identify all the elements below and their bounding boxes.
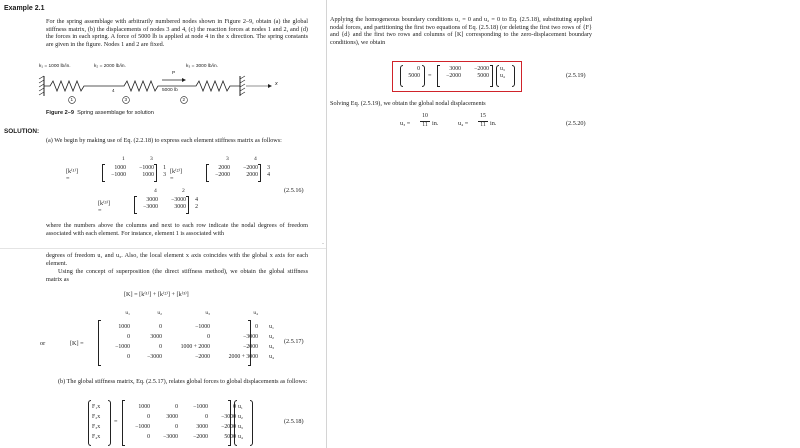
k2-cell: −2000 <box>243 165 258 171</box>
x-axis-label: x <box>275 81 278 87</box>
k2-label: k₂ = 2000 lb/in. <box>94 64 126 69</box>
k1-col-1: 1 <box>122 156 125 162</box>
page-break-divider <box>0 248 326 249</box>
part-a-after: where the numbers above the columns and next to each row indicate the nodal degrees of freedom associated with each element. For instance, element 1 is associated with <box>46 222 308 237</box>
F-mat-cell: −2000 <box>221 424 236 430</box>
u3-lhs: u₃ = <box>400 120 411 127</box>
F-stiffness-matrix <box>126 402 236 442</box>
u-vec-left-brace <box>234 400 237 446</box>
k3-label: k₃ = 3000 lb/in. <box>186 64 218 69</box>
F-mat-cell: 0 <box>175 404 178 410</box>
superposition-equation: [K] = [k⁽¹⁾] + [k⁽²⁾] + [k⁽³⁾] <box>124 291 189 298</box>
part-a2-p1: degrees of freedom u₁ and u₃. Also, the local element x axis coincides with the global x axis for each element. <box>46 252 308 267</box>
right-equals: = <box>428 72 432 79</box>
rhs-u-entry: u₃ <box>500 66 505 72</box>
k2-row-dof: 3 <box>267 165 270 171</box>
problem-paragraph: For the spring assemblage with arbitrarily numbered nodes shown in Figure 2–9, obtain (a) the global stiffness matrix, (b) the displacements of nodes 3 and 4, (c) the reaction forces at nodes 1 and 2, and (d) the forces in each spring. A force of 5000 lb is applied at node 4 in the x direction. The spring constants are given in the figure. Nodes 1 and 2 are fixed. <box>46 18 308 48</box>
F-mat-cell: 0 <box>147 414 150 420</box>
lhs-left-brace <box>400 65 403 87</box>
K-col-header: u₂ <box>157 310 162 316</box>
u3-unit: in. <box>432 120 439 127</box>
K-cell: −1000 <box>115 344 130 350</box>
K-col-header: u₃ <box>205 310 210 316</box>
lhs-vector <box>404 66 420 80</box>
lhs-right-brace <box>422 65 425 87</box>
rhs-u-vector <box>500 66 510 80</box>
eq-number-2519: (2.5.19) <box>566 72 586 79</box>
F-entry: F₄x <box>92 434 101 440</box>
rhs-u-entry: u₄ <box>500 73 505 79</box>
k3-col-2: 2 <box>182 188 185 194</box>
K-row-dof: u₃ <box>269 344 274 350</box>
lhs-entry: 0 <box>417 66 420 72</box>
K-cell: 1000 + 2000 <box>180 344 210 350</box>
K-row-dof: u₂ <box>269 334 274 340</box>
u4-numerator: 15 <box>480 113 486 119</box>
k3-cell: −3000 <box>143 204 158 210</box>
K-col-header: u₄ <box>253 310 258 316</box>
F-mat-cell: 3000 <box>196 424 208 430</box>
u4-lhs: u₄ = <box>458 120 469 127</box>
F-entry: F₂x <box>92 414 101 420</box>
K-cell: −2000 <box>243 344 258 350</box>
k1-row-dof: 1 <box>163 165 166 171</box>
node-label-1: 1 <box>70 97 74 102</box>
part-b-text: (b) The global stiffness matrix, Eq. (2.5.17), relates global forces to global displacements as follows: <box>58 378 308 385</box>
rhs-right-bracket <box>490 65 493 87</box>
F-vec-right-brace <box>108 400 111 446</box>
F-mat-cell: 0 <box>175 424 178 430</box>
k2-col-4: 4 <box>254 156 257 162</box>
k1-label: k₁ = 1000 lb/in. <box>39 64 71 69</box>
rhs-cell: 3000 <box>449 66 461 72</box>
F-mat-left-bracket <box>122 400 125 446</box>
u3-denominator: 11 <box>422 122 428 128</box>
F-mat-right-bracket <box>228 400 231 446</box>
k1-cell: 1000 <box>114 165 126 171</box>
k3-col-4: 4 <box>154 188 157 194</box>
k3-cell: 3000 <box>174 204 186 210</box>
eq-number-2517: (2.5.17) <box>284 338 304 345</box>
left-page <box>0 0 326 448</box>
u-vec-right-brace <box>250 400 253 446</box>
k3-cell: −3000 <box>171 197 186 203</box>
K-right-bracket <box>248 320 251 366</box>
u-vector <box>238 402 248 442</box>
F-mat-cell: −2000 <box>193 434 208 440</box>
rhs-matrix <box>441 66 489 80</box>
k1-cell: 1000 <box>142 172 154 178</box>
lhs-entry: 5000 <box>408 73 420 79</box>
F-mat-cell: 0 <box>147 434 150 440</box>
K-left-bracket <box>98 320 101 366</box>
or-label: or <box>40 340 46 347</box>
K-cell: −2000 <box>195 354 210 360</box>
rhs-cell: −2000 <box>446 73 461 79</box>
K-cell: 0 <box>127 354 130 360</box>
uvec-right-brace <box>512 65 515 87</box>
example-title: Example 2.1 <box>4 5 45 12</box>
equals-sign: = <box>114 418 118 425</box>
page-marker: - <box>322 241 324 247</box>
force-label: 5000 lb <box>162 88 178 93</box>
k3-matrix <box>138 197 198 211</box>
u4-denominator: 11 <box>480 122 486 128</box>
spring-figure <box>36 66 296 106</box>
F-mat-cell: 1000 <box>138 404 150 410</box>
figure-caption-text: Spring assemblage for solution <box>77 110 154 116</box>
u4-unit: in. <box>490 120 497 127</box>
k2-row-dof: 4 <box>267 172 270 178</box>
F-mat-cell: 5000 <box>224 434 236 440</box>
k1-row-dof: 3 <box>163 172 166 178</box>
eq-number-2520: (2.5.20) <box>566 120 586 127</box>
K-column-headers <box>102 310 258 317</box>
k2-cell: −2000 <box>215 172 230 178</box>
u-entry: u₁ <box>238 404 243 410</box>
k1-cell: −1000 <box>139 165 154 171</box>
F-vec-left-brace <box>88 400 91 446</box>
part-a-intro: (a) We begin by making use of Eq. (2.2.18) to express each element stiffness matrix as follows: <box>46 137 282 144</box>
node-label-3: 3 <box>124 97 128 102</box>
k2-label: [k⁽²⁾] = <box>170 168 183 182</box>
K-cell: 3000 <box>150 334 162 340</box>
rhs-left-bracket <box>437 65 440 87</box>
solution-heading: SOLUTION: <box>4 128 40 135</box>
k1-label: [k⁽¹⁾] = <box>66 168 79 182</box>
K-cell: −3000 <box>147 354 162 360</box>
rhs-cell: −2000 <box>474 66 489 72</box>
K-cell: 0 <box>159 324 162 330</box>
k1-col-3: 3 <box>150 156 153 162</box>
K-cell: 0 <box>207 334 210 340</box>
F-mat-cell: −1000 <box>135 424 150 430</box>
k1-cell: −1000 <box>111 172 126 178</box>
node-label-4: 4 <box>112 88 115 93</box>
F-mat-cell: −3000 <box>163 434 178 440</box>
K-cell: 1000 <box>118 324 130 330</box>
right-paragraph: Applying the homogeneous boundary conditions u₁ = 0 and u₂ = 0 to Eq. (2.5.18), substituting applied nodal forces, and partitioning the first two equations of Eq. (2.5.18) (or deleting the first two rows of {F} and {d} and the first two rows and columns of [K] corresponding to the zero-displacement boundary conditions), we obtain <box>330 16 592 46</box>
K-row-dof: u₁ <box>269 324 274 330</box>
u-entry: u₄ <box>238 434 243 440</box>
node-label-2: 2 <box>182 97 186 102</box>
p-label: P <box>172 71 176 76</box>
k3-row-dof: 4 <box>195 197 198 203</box>
part-a2-p2: Using the concept of superposition (the direct stiffness method), we obtain the global stiffness matrix as <box>46 268 308 283</box>
F-entry: F₃x <box>92 424 101 430</box>
right-page <box>326 0 606 448</box>
K-label: [K] = <box>70 340 84 347</box>
eq-number-2516: (2.5.16) <box>284 187 304 194</box>
figure-caption <box>46 110 154 116</box>
spring-diagram <box>36 66 296 106</box>
F-mat-cell: 3000 <box>166 414 178 420</box>
k1-matrix <box>106 165 166 179</box>
F-vector <box>92 402 106 442</box>
k3-row-dof: 2 <box>195 204 198 210</box>
K-row-dof: u₄ <box>269 354 274 360</box>
K-cell: 0 <box>159 344 162 350</box>
F-entry: F₁x <box>92 404 101 410</box>
F-mat-cell: −1000 <box>193 404 208 410</box>
F-mat-cell: 0 <box>205 414 208 420</box>
rhs-cell: 5000 <box>477 73 489 79</box>
K-cell: 0 <box>255 324 258 330</box>
u-entry: u₃ <box>238 424 243 430</box>
u-entry: u₂ <box>238 414 243 420</box>
K-col-header: u₁ <box>125 310 130 316</box>
F-mat-cell: 0 <box>233 404 236 410</box>
k2-cell: 2000 <box>246 172 258 178</box>
K-cell: 0 <box>127 334 130 340</box>
k3-label: [k⁽³⁾] = <box>98 200 111 214</box>
k2-cell: 2000 <box>218 165 230 171</box>
K-cell: 2000 + 3000 <box>228 354 258 360</box>
K-cell: −3000 <box>243 334 258 340</box>
figure-caption-number: Figure 2–9 <box>46 110 74 116</box>
u3-numerator: 10 <box>422 113 428 119</box>
eq-number-2518: (2.5.18) <box>284 418 304 425</box>
uvec-left-brace <box>496 65 499 87</box>
k2-matrix <box>210 165 270 179</box>
k3-cell: 3000 <box>146 197 158 203</box>
F-mat-cell: −3000 <box>221 414 236 420</box>
K-cell: −1000 <box>195 324 210 330</box>
k2-col-3: 3 <box>226 156 229 162</box>
solving-text: Solving Eq. (2.5.19), we obtain the global nodal displacements <box>330 100 486 107</box>
